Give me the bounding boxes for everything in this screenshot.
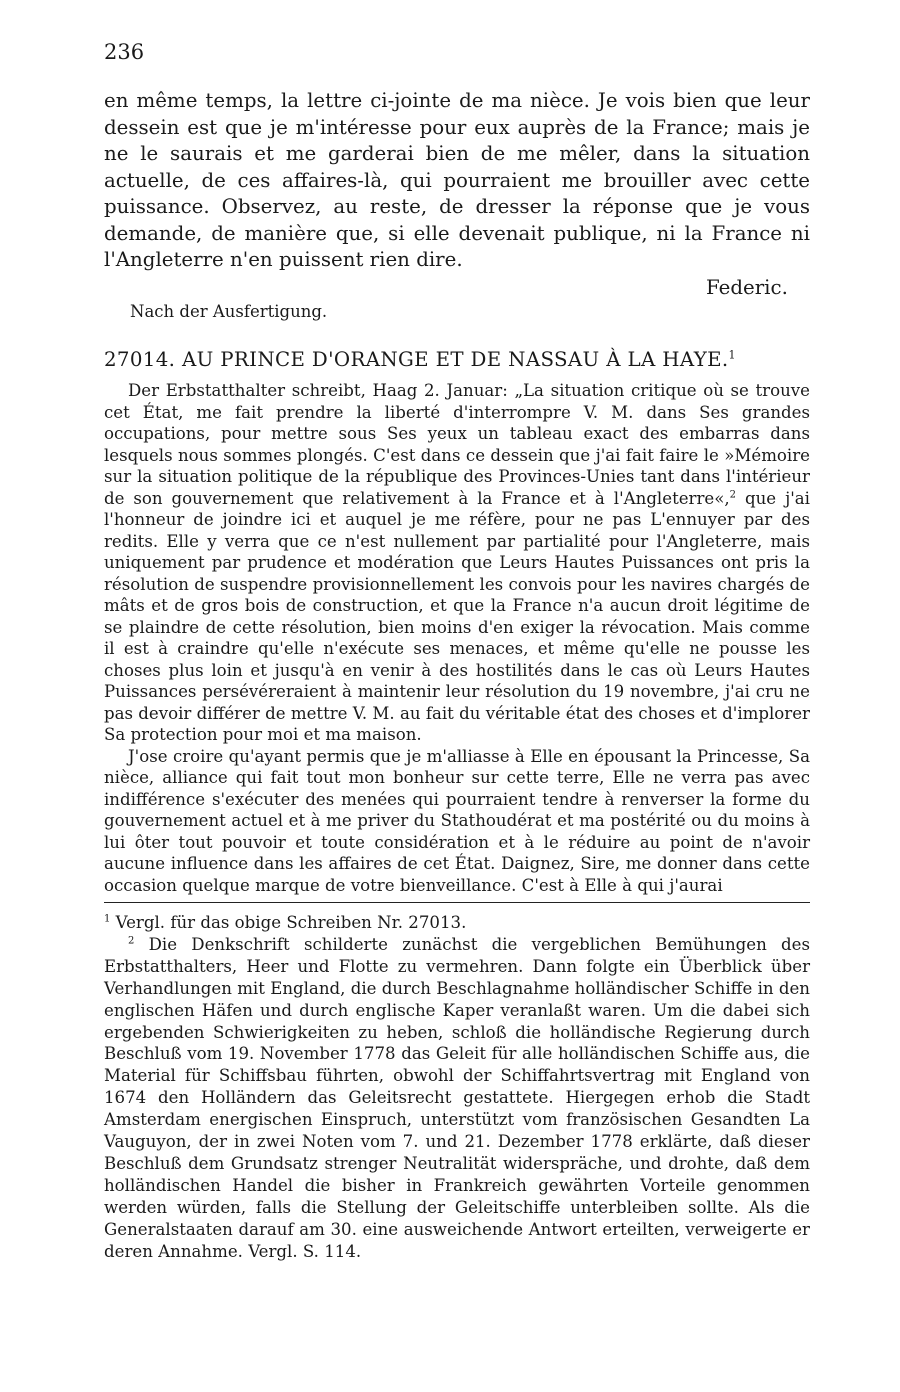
- letter-continuation: [104, 88, 810, 274]
- heading-footnote-mark: 1: [728, 348, 736, 362]
- signature: Federic.: [706, 276, 788, 299]
- page-number: 236: [104, 40, 145, 64]
- footnote-2-mark: 2: [128, 935, 135, 947]
- source-note: Nach der Ausfertigung.: [130, 302, 328, 321]
- section-body: [104, 380, 810, 896]
- section-heading: [104, 348, 736, 371]
- body-footnote-mark: 2: [729, 488, 737, 500]
- body-paragraph-1-part-b: que j'ai l'honneur de joindre ici et auquel je me réfère, pour ne pas L'ennuyer par des redits. Elle y verra que ce n'est nullement par partialité pour l'Angleterre, mais uniquement par prudence et modération que Leurs Hautes Puissances ont pris la résolution de suspendre provisionnellement les convois pour les navires chargés de mâts et de gros bois de construction, et que la France n'a aucun droit légitime de se plaindre de cette résolution, bien moins d'en exiger la révocation. Mais comme il est à craindre qu'elle n'exécute ses menaces, et même qu'elle ne pousse les choses plus loin et jusqu'à en venir à des hostilités dans le cas où Leurs Hautes Puissances persévéreraient à maintenir leur résolution du 19 novembre, j'ai cru ne pas devoir différer de mettre V. M. au fait du véritable état des choses et d'implorer Sa protection pour moi et ma maison.: [104, 488, 810, 744]
- body-paragraph-1-part-a: Der Erbstatthalter schreibt, Haag 2. Januar: „La situation critique où se trouve cet État, me fait prendre la liberté d'interrompre V. M. dans Ses grandes occupations, pour mettre sous Ses yeux un tableau exact des embarras dans lesquels nous sommes plongés. C'est dans ce dessein que j'ai fait faire le »Mémoire sur la situation politique de la république des Provinces-Unies tant dans l'intérieur de son gouvernement que relativement à la France et à l'Angleterre«,: [104, 381, 810, 508]
- footnote-1: [104, 912, 810, 934]
- footnote-2-text: Die Denkschrift schilderte zunächst die vergeblichen Bemühungen des Erbstatthalters, Heer und Flotte zu vermehren. Dann folgte ein Überblick über Verhandlungen mit England, die durch Beschlagnahme holländischer Schiffe in den englischen Häfen und durch englische Kaper veranlaßt waren. Um die dabei sich ergebenden Schwierigkeiten zu heben, schloß die holländische Regierung durch Beschluß vom 19. November 1778 das Geleit für alle holländischen Schiffe aus, die Material für Schiffsbau führten, obwohl der Schiffahrtsvertrag mit England von 1674 den Holländern das Geleitsrecht gestattete. Hiergegen erhob die Stadt Amsterdam energischen Einspruch, unterstützt vom französischen Gesandten La Vauguyon, der in zwei Noten vom 7. und 21. Dezember 1778 erklärte, daß dieser Beschluß dem Grundsatz strenger Neutralität widerspräche, und drohte, daß dem holländischen Handel die bisher in Frankreich gewährten Vorteile genommen werden würden, falls die Stellung der Geleitschiffe unterbleiben sollte. Als die Generalstaaten darauf am 30. eine ausweichende Antwort erteilten, verweigerte er deren Annahme. Vergl. S. 114.: [104, 934, 810, 1261]
- footnote-2: [104, 934, 810, 1263]
- section-heading-text: 27014. AU PRINCE D'ORANGE ET DE NASSAU À LA HAYE.: [104, 348, 729, 371]
- body-paragraph-1: [104, 380, 810, 746]
- footnotes: [104, 912, 810, 1263]
- letter-text: en même temps, la lettre ci-jointe de ma nièce. Je vois bien que leur dessein est que je m'intéresse pour eux auprès de la France; mais je ne le saurais et me garderai bien de me mêler, dans la situation actuelle, de ces affaires-là, qui pourraient me brouiller avec cette puissance. Observez, au reste, de dresser la réponse que je vous demande, de manière que, si elle devenait publique, ni la France ni l'Angleterre n'en puissent rien dire.: [104, 89, 810, 271]
- body-paragraph-2: J'ose croire qu'ayant permis que je m'alliasse à Elle en épousant la Princesse, Sa nièce, alliance qui fait tout mon bonheur sur cette terre, Elle ne verra pas avec indifférence s'exécuter des menées qui pourraient tendre à renverser la forme du gouvernement actuel et à me priver du Stathoudérat et ma postérité ou du moins à lui ôter tout pouvoir et toute considération et à le réduire au point de n'avoir aucune influence dans les affaires de cet État. Daignez, Sire, me donner dans cette occasion quelque marque de votre bienveillance. C'est à Elle à qui j'aurai: [104, 746, 810, 895]
- footnote-divider: [104, 902, 810, 903]
- footnote-1-text: Vergl. für das obige Schreiben Nr. 27013.: [110, 913, 467, 932]
- footnote-1-mark: 1: [104, 913, 111, 925]
